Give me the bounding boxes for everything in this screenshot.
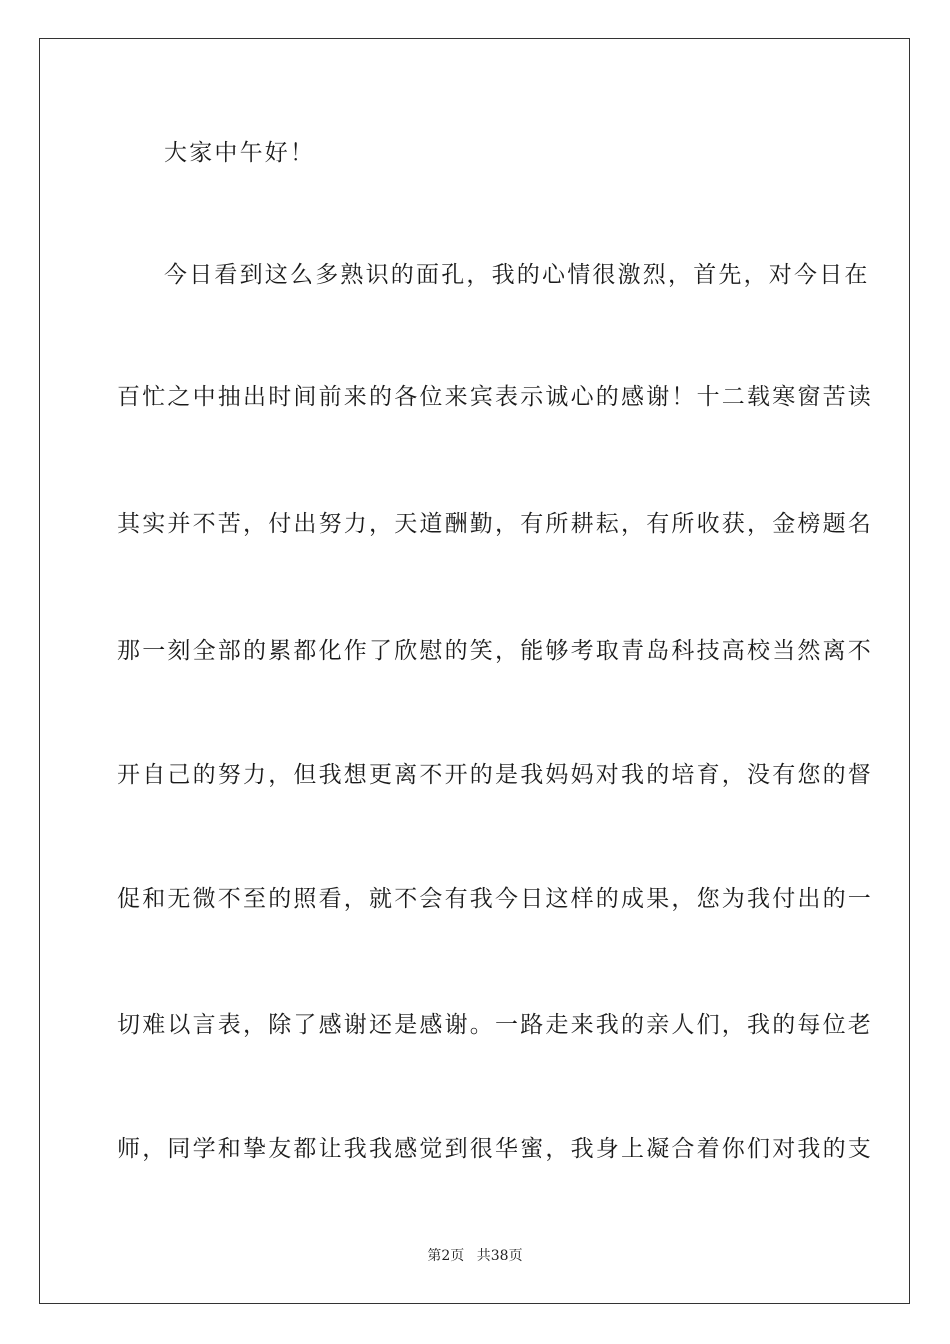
paragraph-line: 百忙之中抽出时间前来的各位来宾表示诚心的感谢！十二载寒窗苦读 [117, 384, 873, 410]
paragraph-line: 其实并不苦，付出努力，天道酬勤，有所耕耘，有所收获，金榜题名 [117, 511, 873, 537]
page-footer [0, 1247, 950, 1265]
paragraph-line: 那一刻全部的累都化作了欣慰的笑，能够考取青岛科技高校当然离不 [117, 638, 873, 664]
paragraph-line: 师，同学和挚友都让我我感觉到很华蜜，我身上凝合着你们对我的支 [117, 1136, 873, 1162]
paragraph-line: 开自己的努力，但我想更离不开的是我妈妈对我的培育，没有您的督 [117, 762, 873, 788]
page-border [39, 38, 910, 1304]
paragraph-line: 今日看到这么多熟识的面孔，我的心情很激烈，首先，对今日在 [164, 262, 870, 288]
greeting-line: 大家中午好！ [164, 140, 316, 166]
total-pages: 共38页 [476, 1248, 523, 1264]
paragraph-line: 促和无微不至的照看，就不会有我今日这样的成果，您为我付出的一 [117, 886, 873, 912]
page-number: 第2页 [427, 1248, 465, 1264]
paragraph-line: 切难以言表，除了感谢还是感谢。一路走来我的亲人们，我的每位老 [117, 1012, 873, 1038]
